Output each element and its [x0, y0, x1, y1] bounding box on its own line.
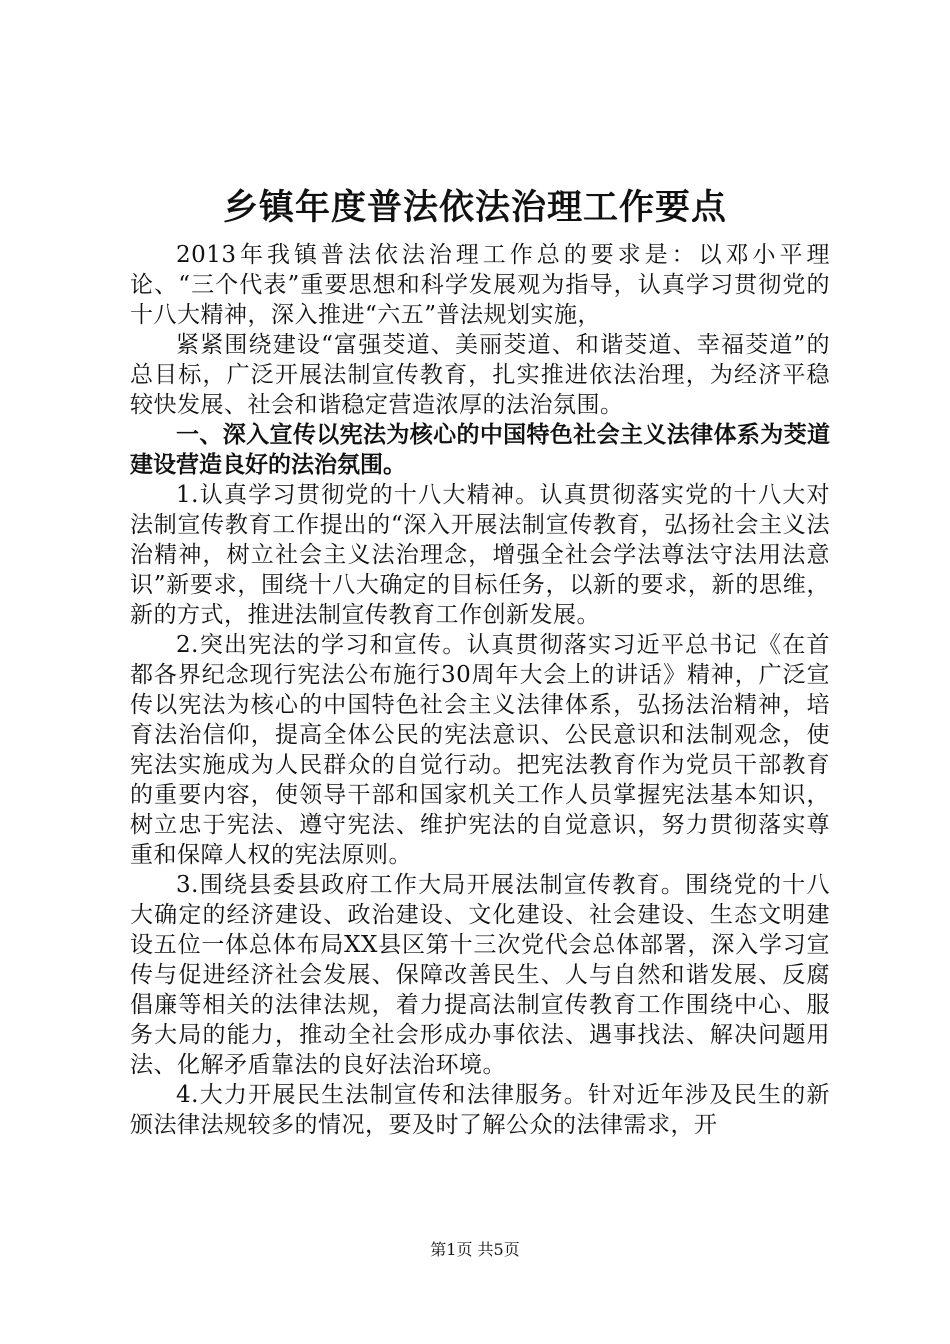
item-paragraph: 3.围绕县委县政府工作大局开展法制宣传教育。围绕党的十八大确定的经济建设、政治建设、文化建设、社会建设、生态文明建设五位一体总体布局XX县区第十三次党代会总体部署，深入学习宣传与促进经济社会发展、保障改善民生、人与自然和谐发展、反腐倡廉等相关的法律法规，着力提高法制宣传教育工作围绕中心、服务大局的能力，推动全社会形成办事依法、遇事找法、解决问题用法、化解矛盾靠法的良好法治环境。 — [130, 872, 830, 1078]
item-paragraph: 1.认真学习贯彻党的十八大精神。认真贯彻落实党的十八大对法制宣传教育工作提出的“深入开展法制宣传教育，弘扬社会主义法治精神，树立社会主义法治理念，增强全社会学法尊法守法用法意识”新要求，围绕十八大确定的目标任务，以新的要求，新的思维，新的方式，推进法制宣传教育工作创新发展。 — [130, 482, 830, 628]
document-title: 乡镇年度普法依法治理工作要点 — [222, 187, 727, 228]
document-body — [130, 240, 830, 1140]
item-paragraph: 4.大力开展民生法制宣传和法律服务。针对近年涉及民生的新颁法律法规较多的情况，要及时了解公众的法律需求，开 — [130, 1082, 830, 1138]
intro-paragraph: 2013年我镇普法依法治理工作总的要求是：以邓小平理论、“三个代表”重要思想和科学发展观为指导，认真学习贯彻党的十八大精神，深入推进“六五”普法规划实施， — [130, 242, 830, 328]
goal-paragraph: 紧紧围绕建设“富强茭道、美丽茭道、和谐茭道、幸福茭道”的总目标，广泛开展法制宣传教育，扎实推进依法治理，为经济平稳较快发展、社会和谐稳定营造浓厚的法治氛围。 — [130, 332, 830, 418]
section-heading: 一、深入宣传以宪法为核心的中国特色社会主义法律体系为茭道建设营造良好的法治氛围。 — [130, 422, 830, 478]
page-footer: 第1页 共5页 — [430, 1240, 520, 1259]
item-paragraph: 2.突出宪法的学习和宣传。认真贯彻落实习近平总书记《在首都各界纪念现行宪法公布施行30周年大会上的讲话》精神，广泛宣传以宪法为核心的中国特色社会主义法律体系，弘扬法治精神，培育法治信仰，提高全体公民的宪法意识、公民意识和法制观念，使宪法实施成为人民群众的自觉行动。把宪法教育作为党员干部教育的重要内容，使领导干部和国家机关工作人员掌握宪法基本知识，树立忠于宪法、遵守宪法、维护宪法的自觉意识，努力贯彻落实尊重和保障人权的宪法原则。 — [130, 632, 830, 868]
